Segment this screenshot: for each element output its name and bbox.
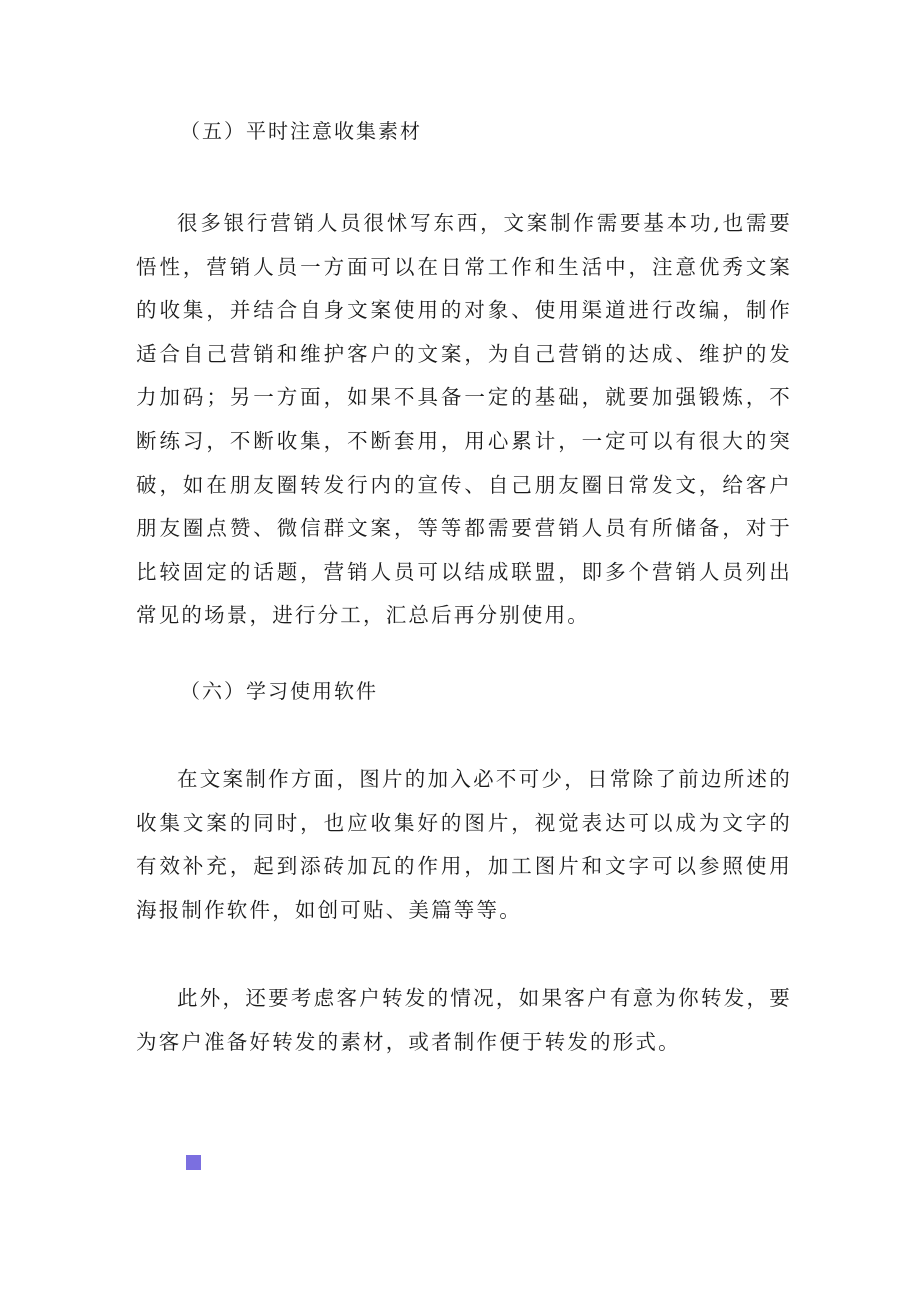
section-6-heading: （六）学习使用软件 bbox=[180, 679, 378, 703]
bullet-square-icon bbox=[186, 1155, 201, 1170]
section-5-heading: （五）平时注意收集素材 bbox=[180, 119, 422, 143]
section-5-paragraph: 很多银行营销人员很怵写东西，文案制作需要基本功,也需要悟性，营销人员一方面可以在日常工作和生活中，注意优秀文案的收集，并结合自身文案使用的对象、使用渠道进行改编，制作适合自己营销和维护客户的文案，为自己营销的达成、维护的发力加码；另一方面，如果不具备一定的基础，就要加强锻炼，不断练习，不断收集，不断套用，用心累计，一定可以有很大的突破，如在朋友圈转发行内的宣传、自己朋友圈日常发文，给客户朋友圈点赞、微信群文案，等等都需要营销人员有所储备，对于比较固定的话题，营销人员可以结成联盟，即多个营销人员列出常见的场景，进行分工，汇总后再分别使用。 bbox=[136, 211, 792, 628]
section-6-paragraph-2: 此外，还要考虑客户转发的情况，如果客户有意为你转发，要为客户准备好转发的素材，或者制作便于转发的形式。 bbox=[136, 986, 792, 1054]
section-6-paragraph-1: 在文案制作方面，图片的加入必不可少，日常除了前边所述的收集文案的同时，也应收集好的图片，视觉表达可以成为文字的有效补充，起到添砖加瓦的作用，加工图片和文字可以参照使用海报制作软件，如创可贴、美篇等等。 bbox=[136, 767, 792, 922]
